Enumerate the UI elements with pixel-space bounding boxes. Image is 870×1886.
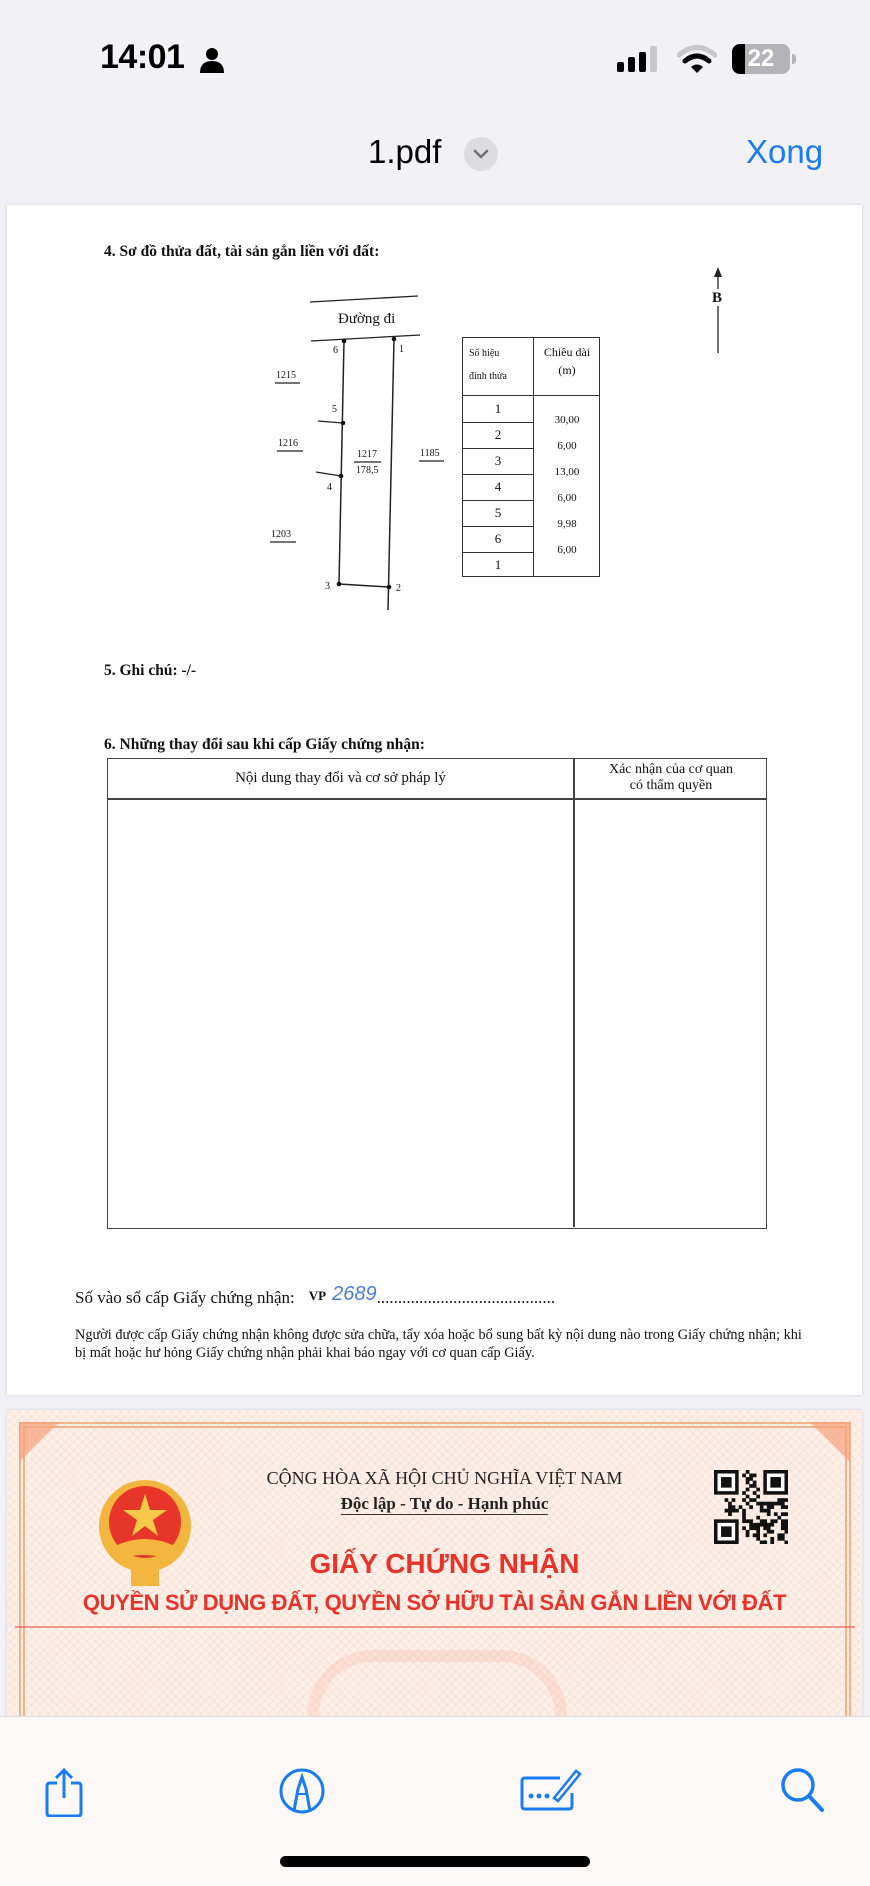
qr-module: [781, 1533, 785, 1537]
qr-module: [728, 1512, 732, 1516]
vertex-row-divider: [463, 552, 533, 553]
qr-module: [749, 1505, 753, 1509]
qr-module: [725, 1498, 729, 1502]
changes-col-confirmation-line2: có thẩm quyền: [629, 778, 713, 793]
qr-module: [753, 1491, 757, 1495]
qr-module: [728, 1509, 732, 1513]
qr-module: [774, 1519, 778, 1523]
vertex-label-2: 2: [396, 583, 401, 594]
battery-tip: [792, 54, 796, 64]
boundary-4: [316, 472, 341, 476]
qr-module: [763, 1502, 767, 1506]
qr-module: [767, 1502, 771, 1506]
qr-module: [763, 1540, 767, 1544]
vertex-col-header-2: đỉnh thửa: [469, 371, 507, 382]
neighbor-1216: 1216: [278, 438, 298, 449]
red-line: [15, 1626, 855, 1628]
qr-module: [749, 1519, 753, 1523]
qr-module: [767, 1526, 771, 1530]
qr-module: [781, 1523, 785, 1527]
qr-module: [746, 1502, 750, 1506]
qr-module: [756, 1502, 760, 1506]
qr-module: [742, 1516, 746, 1520]
status-time: 14:01: [100, 38, 185, 76]
parcel-bottom-edge: [339, 584, 389, 587]
qr-module: [746, 1488, 750, 1492]
vertex-4: [339, 474, 344, 479]
qr-module: [784, 1498, 788, 1502]
vertex-table: [462, 337, 600, 577]
qr-module: [774, 1512, 778, 1516]
vertex-id-cell: 2: [494, 427, 502, 442]
qr-module: [784, 1512, 788, 1516]
qr-module: [749, 1477, 753, 1481]
registry-number-handwritten: 2689: [332, 1283, 377, 1305]
qr-module: [749, 1498, 753, 1502]
qr-module: [781, 1519, 785, 1523]
vertex-id-cell: 4: [494, 479, 502, 494]
qr-module: [763, 1533, 767, 1537]
qr-module: [746, 1533, 750, 1537]
segment-length-cell: 13,00: [554, 466, 580, 478]
qr-module: [732, 1505, 736, 1509]
qr-module: [767, 1530, 771, 1534]
section-5-title: 5. Ghi chú: -/-: [104, 662, 197, 679]
qr-code: [714, 1470, 788, 1544]
vertex-label-4: 4: [327, 482, 332, 493]
qr-module: [742, 1519, 746, 1523]
qr-module: [753, 1474, 757, 1478]
qr-module: [749, 1474, 753, 1478]
qr-module: [756, 1488, 760, 1492]
qr-module: [732, 1509, 736, 1513]
road-lower-edge: [311, 335, 420, 341]
qr-module: [739, 1505, 743, 1509]
watermark-arc: [307, 1650, 567, 1716]
qr-module: [760, 1523, 764, 1527]
battery-icon: [732, 44, 790, 74]
vertex-3: [337, 582, 342, 587]
qr-module: [781, 1502, 785, 1506]
qr-module: [770, 1540, 774, 1544]
section-6-title: 6. Những thay đổi sau khi cấp Giấy chứng nhận:: [104, 736, 425, 753]
length-col-header-2: (m): [558, 363, 576, 377]
qr-module: [777, 1533, 781, 1537]
qr-module: [746, 1477, 750, 1481]
qr-module: [742, 1498, 746, 1502]
signature-icon[interactable]: [520, 1765, 584, 1815]
national-emblem: [93, 1480, 197, 1590]
vertex-row-divider: [463, 526, 533, 527]
north-arrow-head: [714, 267, 722, 277]
qr-module: [756, 1495, 760, 1499]
vertex-id-cell: 1: [494, 557, 502, 572]
qr-module: [784, 1526, 788, 1530]
pdf-page-2: [7, 1410, 862, 1716]
corner-ornament-right: [810, 1422, 850, 1462]
vertex-label-1: 1: [399, 344, 404, 355]
qr-module: [756, 1537, 760, 1541]
qr-module: [742, 1526, 746, 1530]
qr-module: [784, 1505, 788, 1509]
neighbor-1185: 1185: [420, 448, 440, 459]
vertex-row-divider: [463, 422, 533, 423]
battery-level: 22: [747, 45, 775, 72]
qr-module: [770, 1502, 774, 1506]
qr-module: [784, 1540, 788, 1544]
vertex-2: [387, 585, 392, 590]
qr-module: [728, 1502, 732, 1506]
parcel-number: 1217: [357, 449, 377, 460]
road-upper-edge: [310, 296, 418, 302]
certificate-title: GIẤY CHỨNG NHẬN: [309, 1548, 580, 1579]
wifi-icon: [677, 44, 717, 74]
qr-module: [767, 1512, 771, 1516]
qr-module: [753, 1523, 757, 1527]
qr-module: [756, 1516, 760, 1520]
qr-module: [753, 1526, 757, 1530]
qr-module: [725, 1509, 729, 1513]
signal-icon: [617, 46, 661, 72]
share-icon[interactable]: [44, 1767, 84, 1817]
registry-prefix: VP: [308, 1288, 327, 1303]
vertex-id-cell: 6: [494, 531, 502, 546]
segment-length-cell: 6,00: [557, 440, 577, 452]
pdf-page-1: [7, 205, 862, 1395]
home-indicator[interactable]: [280, 1856, 590, 1867]
vertex-1: [392, 337, 397, 342]
vertex-id-cell: 3: [494, 453, 502, 468]
qr-module: [770, 1530, 774, 1534]
qr-finder: [770, 1477, 781, 1488]
qr-finder: [721, 1477, 732, 1488]
qr-module: [784, 1530, 788, 1534]
qr-module: [753, 1481, 757, 1485]
parcel-right-edge: [388, 339, 394, 610]
vertex-id-cell: 1: [494, 401, 502, 416]
qr-module: [742, 1491, 746, 1495]
qr-module: [749, 1526, 753, 1530]
corner-ornament-left: [19, 1422, 59, 1462]
notice-text: Người được cấp Giấy chứng nhận không được sửa chữa, tẩy xóa hoặc bổ sung bất kỳ nội dung nào trong Giấy chứng nhận; khi bị mất hoặc hư hỏng Giấy chứng nhận phải khai báo ngay với cơ quan cấp Giấy.: [75, 1327, 802, 1361]
done-button[interactable]: Xong: [746, 133, 824, 170]
qr-module: [781, 1526, 785, 1530]
qr-module: [774, 1502, 778, 1506]
vertex-label-6: 6: [333, 345, 338, 356]
boundary-5: [318, 421, 343, 423]
qr-module: [763, 1509, 767, 1513]
qr-module: [756, 1523, 760, 1527]
parcel-left-edge: [339, 341, 344, 584]
changes-col-content: Nội dung thay đổi và cơ sở pháp lý: [235, 770, 446, 786]
neighbor-1203: 1203: [271, 529, 291, 540]
qr-module: [770, 1519, 774, 1523]
qr-module: [770, 1523, 774, 1527]
vertex-id-cell: 5: [494, 505, 502, 520]
vertex-label-5: 5: [332, 404, 337, 415]
chevron-down-icon: [464, 137, 498, 171]
qr-module: [749, 1523, 753, 1527]
qr-module: [760, 1502, 764, 1506]
vertex-col-header-1: Số hiệu: [469, 348, 500, 359]
vertex-6: [342, 339, 347, 344]
qr-module: [777, 1516, 781, 1520]
document-title[interactable]: 1.pdf: [368, 133, 442, 170]
parcel-diagram: [7, 205, 862, 625]
qr-module: [767, 1505, 771, 1509]
title-menu-button[interactable]: [464, 137, 498, 171]
qr-module: [760, 1519, 764, 1523]
person-icon: [199, 47, 225, 73]
qr-module: [746, 1481, 750, 1485]
qr-module: [753, 1533, 757, 1537]
qr-module: [763, 1523, 767, 1527]
qr-module: [767, 1523, 771, 1527]
segment-length-cell: 9,98: [557, 518, 577, 530]
qr-module: [777, 1537, 781, 1541]
length-col-header-1: Chiều dài: [543, 345, 591, 359]
segment-length-cell: 6,00: [557, 492, 577, 504]
motto: [207, 1494, 682, 1514]
qr-module: [777, 1498, 781, 1502]
vertex-row-divider: [463, 448, 533, 449]
qr-module: [763, 1526, 767, 1530]
registry-dots: ..........................................: [376, 1288, 556, 1307]
qr-module: [784, 1519, 788, 1523]
vertex-5: [341, 421, 346, 426]
qr-module: [756, 1530, 760, 1534]
qr-module: [732, 1498, 736, 1502]
qr-module: [728, 1505, 732, 1509]
registry-label: Số vào sổ cấp Giấy chứng nhận:: [75, 1288, 295, 1307]
qr-module: [749, 1484, 753, 1488]
qr-module: [746, 1519, 750, 1523]
vertex-row-divider: [463, 500, 533, 501]
qr-module: [781, 1537, 785, 1541]
qr-module: [763, 1519, 767, 1523]
neighbor-1215: 1215: [276, 370, 296, 381]
qr-module: [760, 1540, 764, 1544]
qr-module: [770, 1537, 774, 1541]
section-4-title: 4. Sơ đồ thửa đất, tài sản gắn liền với đất:: [104, 243, 380, 260]
qr-module: [767, 1509, 771, 1513]
qr-module: [746, 1470, 750, 1474]
qr-module: [742, 1474, 746, 1478]
qr-module: [742, 1509, 746, 1513]
qr-module: [742, 1512, 746, 1516]
qr-module: [756, 1533, 760, 1537]
search-icon[interactable]: [780, 1765, 826, 1815]
vertex-row-divider: [463, 474, 533, 475]
qr-module: [746, 1530, 750, 1534]
changes-col-confirmation-line1: Xác nhận của cơ quan: [608, 762, 733, 777]
motto-text: Độc lập - Tự do - Hạnh phúc: [340, 1494, 549, 1513]
road-label: Đường đi: [338, 311, 396, 327]
qr-module: [760, 1509, 764, 1513]
qr-finder: [721, 1526, 732, 1537]
country-name: CỘNG HÒA XÃ HỘI CHỦ NGHĨA VIỆT NAM: [266, 1468, 623, 1488]
markup-icon[interactable]: [278, 1767, 326, 1815]
qr-module: [784, 1523, 788, 1527]
qr-module: [777, 1502, 781, 1506]
qr-module: [781, 1498, 785, 1502]
qr-module: [753, 1484, 757, 1488]
qr-module: [756, 1526, 760, 1530]
registry-line: [75, 1283, 555, 1309]
segment-length-cell: 6,00: [557, 544, 577, 556]
qr-module: [781, 1512, 785, 1516]
vertex-label-3: 3: [325, 581, 330, 592]
changes-col-confirmation: [575, 762, 767, 794]
north-label: B: [712, 290, 723, 306]
qr-module: [753, 1498, 757, 1502]
changes-table: [107, 758, 767, 1229]
qr-module: [746, 1495, 750, 1499]
qr-module: [760, 1505, 764, 1509]
parcel-area: 178,5: [356, 465, 379, 476]
segment-length-cell: 30,00: [554, 414, 580, 426]
qr-module: [781, 1505, 785, 1509]
qr-module: [735, 1509, 739, 1513]
certificate-subtitle: QUYỀN SỬ DỤNG ĐẤT, QUYỀN SỞ HỮU TÀI SẢN GẮN LIỀN VỚI ĐẤT: [82, 1590, 787, 1615]
qr-module: [770, 1505, 774, 1509]
